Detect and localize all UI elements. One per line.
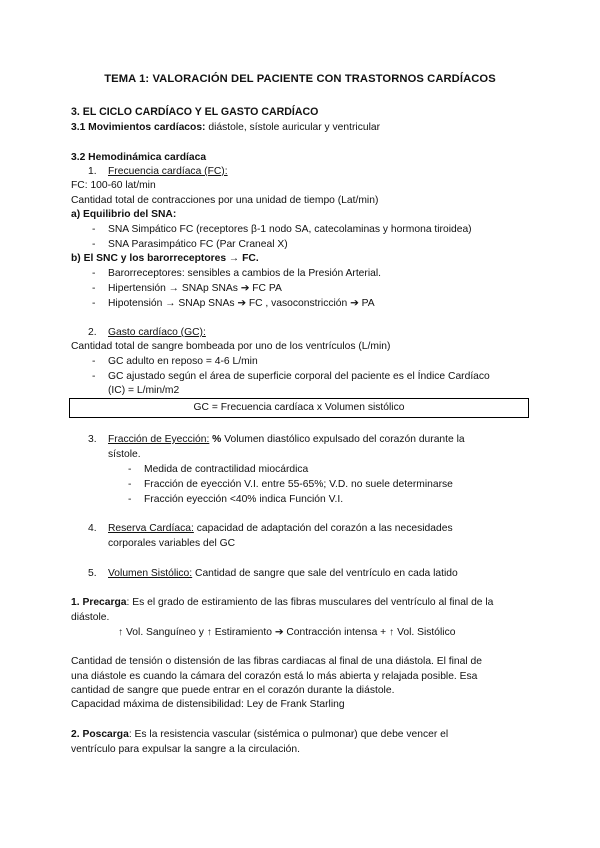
bullet: - [128,479,132,490]
fc-b-item: Hipotensión → SNAp SNAs ➔ FC , vasoconstricción ➔ PA [108,298,375,309]
poscarga-text: : Es la resistencia vascular (sistémica o pulmonar) que debe vencer el [128,729,449,740]
bullet: - [128,464,132,475]
fe-line [108,433,465,446]
fe-title: Fracción de Eyección: [108,434,210,445]
fc-definition: Cantidad total de contracciones por una unidad de tiempo (Lat/min) [71,195,379,206]
gc-item: GC adulto en reposo = 4-6 L/min [108,356,258,367]
bullet: - [92,283,96,294]
precarga-text: : Es el grado de estiramiento de las fibras musculares del ventrículo al final de la [126,597,494,608]
gc-item: GC ajustado según el área de superficie corporal del paciente es el Índice Cardíaco [108,371,490,382]
fc-a-heading: a) Equilibrio del SNA: [71,209,177,220]
vs-line [108,567,458,580]
bullet: - [92,239,96,250]
gc-title: Gasto cardíaco (GC): [108,327,206,338]
bullet: - [92,371,96,382]
fe-number: 3. [88,434,97,445]
precarga-paragraph-line: cantidad de sangre que puede entrar en el corazón durante la diástole. [71,685,395,696]
precarga-text-cont: diástole. [71,612,110,623]
gc-formula: GC = Frecuencia cardíaca x Volumen sistólico [193,402,405,413]
rc-title: Reserva Cardíaca: [108,523,194,534]
fc-b-item: Hipertensión → SNAp SNAs ➔ FC PA [108,283,282,294]
fc-a-item: SNA Parasimpático FC (Par Craneal X) [108,239,288,250]
fe-text: Volumen diastólico expulsado del corazón durante la [221,434,465,445]
rc-text-cont: corporales variables del GC [108,538,236,549]
gc-formula-box [69,398,529,418]
fc-number: 1. [88,166,97,177]
page-title: TEMA 1: VALORACIÓN DEL PACIENTE CON TRASTORNOS CARDÍACOS [104,73,496,85]
bullet: - [92,224,96,235]
precarga-relation: ↑ Vol. Sanguíneo y ↑ Estiramiento ➔ Contracción intensa + ↑ Vol. Sistólico [118,627,456,638]
fc-b-heading: b) El SNC y los barorreceptores → FC. [71,253,259,264]
section-3-2-heading: 3.2 Hemodinámica cardíaca [71,152,207,163]
section-3-1-text: diástole, sístole auricular y ventricular [205,122,381,133]
poscarga-label: 2. Poscarga [71,729,129,740]
gc-definition: Cantidad total de sangre bombeada por uno de los ventrículos (L/min) [71,341,391,352]
precarga-paragraph-line: una diástole es cuando la cámara del corazón está lo más abierta y relajada posible. Esa [71,671,478,682]
gc-number: 2. [88,327,97,338]
vs-title: Volumen Sistólico: [108,568,193,579]
rc-text: capacidad de adaptación del corazón a las necesidades [193,523,453,534]
bullet: - [92,356,96,367]
bullet: - [92,268,96,279]
fc-a-item: SNA Simpático FC (receptores β-1 nodo SA, catecolaminas y hormona tiroidea) [108,224,472,235]
poscarga-text-cont: ventrículo para expulsar la sangre a la circulación. [71,744,300,755]
fc-title: Frecuencia cardíaca (FC): [108,166,228,177]
fe-percent: % [209,434,222,445]
precarga-paragraph-line: Cantidad de tensión o distensión de las fibras cardiacas al final de una diástola. El final de [71,656,482,667]
bullet: - [92,298,96,309]
bullet: - [128,494,132,505]
fc-b-item: Barorreceptores: sensibles a cambios de la Presión Arterial. [108,268,381,279]
poscarga-line [71,728,448,741]
rc-line [108,522,453,535]
fe-text-cont: sístole. [108,449,141,460]
precarga-paragraph-line: Capacidad máxima de distensibilidad: Ley de Frank Starling [71,699,345,710]
section-3-1 [71,121,380,134]
rc-number: 4. [88,523,97,534]
section-3-1-label: 3.1 Movimientos cardíacos: [71,122,206,133]
precarga-label: 1. Precarga [71,597,127,608]
section-3-heading: 3. EL CICLO CARDÍACO Y EL GASTO CARDÍACO [71,106,319,118]
fe-item: Fracción eyección <40% indica Función V.I. [144,494,344,505]
precarga-line [71,596,493,609]
vs-number: 5. [88,568,97,579]
fc-value: FC: 100-60 lat/min [71,180,156,191]
fe-item: Fracción de eyección V.I. entre 55-65%; V.D. no suele determinarse [144,479,453,490]
gc-item: (IC) = L/min/m2 [108,385,180,396]
fe-item: Medida de contractilidad miocárdica [144,464,309,475]
vs-text: Cantidad de sangre que sale del ventrículo en cada latido [192,568,458,579]
